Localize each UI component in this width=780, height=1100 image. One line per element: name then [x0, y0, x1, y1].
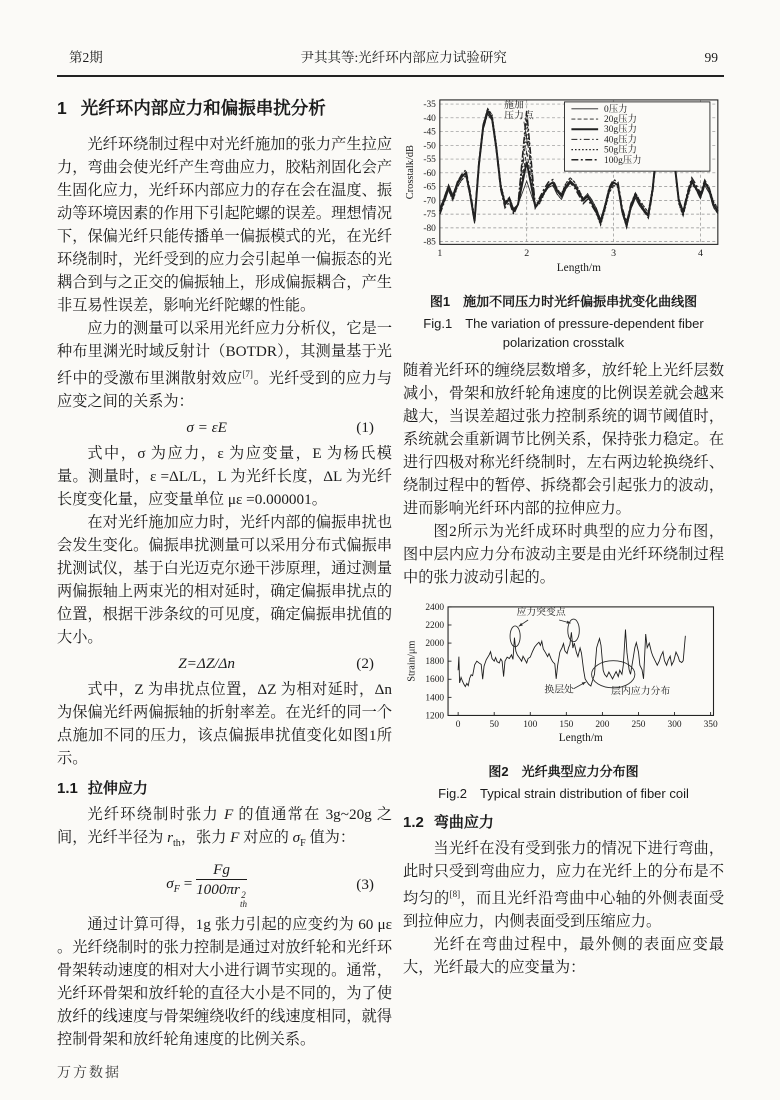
paragraph-2-text-cont: 。光纤受到的应力与应变之间的关系为：	[57, 370, 393, 411]
p6-sub-F: F	[300, 838, 306, 850]
equation-1	[57, 416, 392, 439]
section-1-1-number: 1.1	[57, 780, 78, 798]
eq3-den-sub: th	[239, 898, 247, 909]
p6-t2: 的值通常在 3g~20g 之间，光纤半径为	[57, 806, 393, 847]
eq3-fraction	[196, 861, 247, 908]
figure-2	[403, 599, 724, 802]
p6-t5: 值为：	[305, 829, 356, 847]
svg-text:-60: -60	[423, 168, 436, 179]
page-header	[57, 46, 724, 75]
svg-text:0: 0	[455, 719, 461, 730]
section-1-number: 1	[57, 98, 67, 118]
reference-8: [8]	[449, 889, 461, 899]
paragraph-10-text: 当光纤在没有受到张力的情况下进行弯曲，此时只受到弯曲应力，应力在光纤上的分布是不均匀的	[403, 840, 724, 908]
equation-3	[57, 861, 392, 908]
svg-text:350: 350	[703, 719, 718, 730]
paragraph-8: 随着光纤环的缠绕层数增多，放纤轮上光纤层数减小，骨架和放纤轮角速度的比例误差就会越来越大，当误差超过张力控制系统的调节阈值时，系统就会重新调节比例关系，保持张力稳定。在进行四极对称光纤绕制时，左右两边轮换绕纤、绕制过程中的暂停、拆绕都会引起张力的波动，进而影响光纤环内部的拉伸应力。	[403, 362, 724, 517]
equation-2	[57, 652, 392, 675]
svg-text:-50: -50	[423, 141, 436, 152]
paragraph-2-text: 应力的测量可以采用光纤应力分析仪，它是一种布里渊光时域反射计（BOTDR），其测量基于光纤中的受激布里渊散射效应	[57, 320, 392, 388]
svg-text:30g压力: 30g压力	[604, 125, 637, 136]
p6-t3: ，张力	[180, 829, 231, 847]
svg-text:Crosstalk/dB: Crosstalk/dB	[405, 145, 417, 200]
figure-2-caption-cn: 图2 光纤典型应力分布图	[488, 764, 639, 779]
p6-sub-th: th	[173, 838, 181, 850]
svg-text:150: 150	[559, 719, 574, 730]
svg-text:-85: -85	[423, 237, 436, 248]
svg-text:-75: -75	[423, 210, 436, 221]
svg-text:2400: 2400	[425, 602, 445, 613]
svg-text:20g压力: 20g压力	[604, 114, 637, 125]
section-1-2-title: 弯曲应力	[433, 814, 494, 831]
p6-var-r: r	[167, 829, 174, 847]
figure-1-caption-cn: 图1 施加不同压力时光纤偏振串扰变化曲线图	[429, 294, 698, 309]
svg-text:1: 1	[437, 248, 443, 260]
svg-text:50g压力: 50g压力	[604, 145, 637, 156]
figure-1-caption-en-line1: Fig.1 The variation of pressure-dependent fiber	[423, 316, 704, 331]
section-1-2-heading	[403, 811, 724, 832]
eq3-sigma: σ	[166, 875, 174, 893]
left-column	[57, 91, 392, 1051]
paragraph-10	[403, 837, 724, 933]
equation-1-number: (1)	[356, 419, 374, 437]
eq3-denominator	[196, 880, 247, 908]
svg-text:100g压力: 100g压力	[604, 155, 642, 166]
p6-var-sigma: σ	[292, 829, 301, 847]
svg-text:1200: 1200	[425, 711, 445, 722]
svg-text:-40: -40	[423, 113, 436, 124]
wanfang-watermark: 万方数据	[57, 1064, 121, 1080]
figure-1-caption-en-line2: polarization crosstalk	[502, 335, 625, 350]
section-1-1-title: 拉伸应力	[87, 780, 148, 798]
svg-text:1800: 1800	[425, 657, 445, 668]
equation-3-number: (3)	[356, 876, 374, 894]
svg-text:压力点: 压力点	[504, 110, 534, 122]
paragraph-2	[57, 317, 392, 413]
header-rule	[57, 75, 724, 77]
svg-text:-70: -70	[423, 196, 436, 207]
section-1-heading	[57, 95, 392, 120]
svg-text:2200: 2200	[425, 620, 445, 631]
p6-var-F2: F	[230, 829, 240, 847]
eq3-den-supsub	[240, 891, 247, 908]
eq3-equals: =	[183, 875, 193, 893]
reference-7: [7]	[242, 369, 253, 379]
paragraph-7: 通过计算可得，1g 张力引起的应变约为 60 με 。光纤绕制时的张力控制是通过对放纤轮和光纤环骨架转动速度的相对大小进行调节实现的。通常，光纤环骨架和放纤轮的直径大小是不同的，为了使放纤的线速度与骨架缠绕收纤的线速度相同，就得控制骨架和放纤轮角速度的比例关系。	[57, 916, 392, 1049]
svg-text:应力突变点: 应力突变点	[516, 607, 566, 619]
svg-text:Length/m: Length/m	[556, 262, 601, 275]
p6-var-F1: F	[223, 806, 234, 824]
figure-2-caption-en: Fig.2 Typical strain distribution of fiber coil	[438, 786, 689, 801]
equation-2-body: Z=ΔZ/Δn	[178, 655, 236, 673]
svg-text:4: 4	[697, 248, 703, 260]
eq3-sigma-sub: F	[173, 884, 180, 896]
svg-text:0压力: 0压力	[604, 104, 628, 115]
svg-text:250: 250	[631, 719, 646, 730]
svg-text:层内应力分布: 层内应力分布	[611, 685, 671, 697]
eq3-den-sup: 2	[241, 890, 246, 901]
svg-text:-35: -35	[423, 100, 436, 111]
section-1-title: 光纤环内部应力和偏振串扰分析	[80, 98, 326, 118]
right-column	[403, 91, 724, 1051]
svg-text:施加: 施加	[504, 99, 524, 111]
paragraph-11: 光纤在弯曲过程中，最外侧的表面应变最大，光纤最大的应变量为：	[403, 936, 724, 977]
two-column-body	[57, 91, 724, 1051]
svg-text:2: 2	[524, 248, 530, 260]
svg-text:-80: -80	[423, 223, 436, 234]
figure-2-chart	[403, 599, 724, 749]
paragraph-4: 在对光纤施加应力时，光纤内部的偏振串扰也会发生变化。偏振串扰测量可以采用分布式偏振串扰测试仪，基于白光迈克尔逊干涉原理，通过测量两偏振轴上两束光的相对延时，确定偏振串扰点的位置，根据干涉条纹的可见度，确定偏振串扰值的大小。	[57, 514, 392, 647]
svg-text:200: 200	[595, 719, 610, 730]
svg-text:-55: -55	[423, 155, 436, 166]
svg-text:300: 300	[667, 719, 682, 730]
paragraph-1: 光纤环绕制过程中对光纤施加的张力产生拉应力，弯曲会使光纤产生弯曲应力，胶粘剂固化会产生固化应力，光纤环内部应力的存在会在温度、振动等环境因素的作用下引起陀螺的误差。理想情况下，保偏光纤只能传播单一偏振模式的光，在光纤环绕制时，光纤受到的应力会引起单一偏振态的光耦合到与之正交的偏振轴上，形成偏振耦合，产生非互易性误差，影响光纤陀螺的性能。	[57, 136, 392, 314]
figure-1-chart	[403, 93, 724, 279]
equation-2-number: (2)	[356, 655, 374, 673]
paragraph-9: 图2所示为光纤成环时典型的应力分布图，图中层内应力分布波动主要是由光纤环绕制过程中的张力波动引起的。	[403, 523, 724, 586]
figure-1	[403, 93, 724, 350]
header-page-number: 99	[704, 50, 718, 65]
eq3-numerator: Fg	[196, 861, 247, 880]
svg-text:-65: -65	[423, 182, 436, 193]
header-running-title: 尹其其等:光纤环内部应力试验研究	[300, 50, 507, 65]
svg-text:40g压力: 40g压力	[604, 135, 637, 146]
svg-text:50: 50	[489, 719, 499, 730]
svg-text:2000: 2000	[425, 639, 445, 650]
header-issue: 第2期	[69, 50, 103, 65]
section-1-2-number: 1.2	[403, 814, 424, 831]
paragraph-5: 式中，Z 为串扰点位置，ΔZ 为相对延时，Δn 为保偏光纤两偏振轴的折射率差。在光纤的同一个点施加不同的压力，该点偏振串扰值变化如图1所示。	[57, 681, 392, 768]
svg-text:100: 100	[523, 719, 538, 730]
svg-text:-45: -45	[423, 127, 436, 138]
p6-t1: 光纤环绕制时张力	[87, 806, 224, 824]
paragraph-10-text-cont: ，而且光纤沿弯曲中心轴的外侧表面受到拉伸应力，内侧表面受到压缩应力。	[403, 890, 725, 931]
svg-text:3: 3	[611, 248, 617, 260]
equation-1-body: σ = εE	[186, 419, 227, 437]
paragraph-3: 式中，σ 为应力，ε 为应变量，E 为杨氏模量。测量时，ε =ΔL/L，L 为光纤长度，ΔL 为光纤长度变化量，应变量单位 με =0.000001。	[57, 445, 392, 509]
svg-text:1600: 1600	[425, 675, 445, 686]
section-1-1-heading	[57, 777, 392, 798]
p6-t4: 对应的	[239, 829, 293, 847]
svg-text:Length/m: Length/m	[558, 732, 603, 745]
equation-3-body	[57, 861, 356, 908]
svg-text:1400: 1400	[425, 693, 445, 704]
eq3-den-main: 1000πr	[196, 881, 240, 899]
svg-text:换层处: 换层处	[544, 684, 574, 696]
paragraph-6	[57, 803, 392, 855]
svg-text:Strain/μm: Strain/μm	[406, 640, 418, 682]
